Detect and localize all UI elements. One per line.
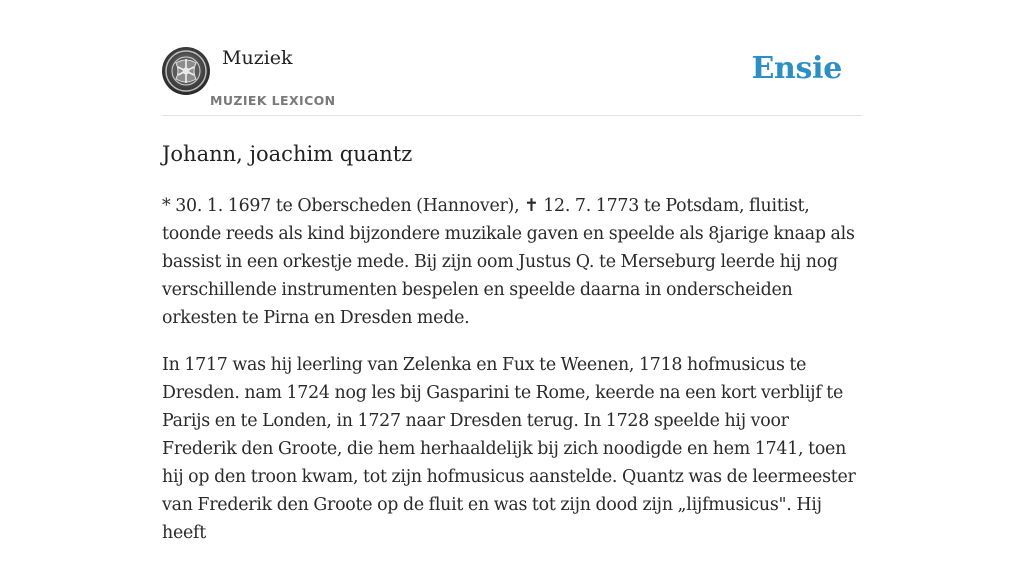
collection-title[interactable]: Muziek [222, 47, 293, 69]
brand-logo[interactable]: Ensie [751, 51, 842, 86]
header [162, 0, 862, 116]
music-emblem-icon [162, 47, 210, 95]
article-paragraph: * 30. 1. 1697 te Oberscheden (Hannover), ✝ 12. 7. 1773 te Potsdam, fluitist, toonde reeds als kind bijzondere muzikale gaven en speelde als 8jarige knaap als bassist in een orkestje mede. Bij zijn oom Justus Q. te Merseburg leerde hij nog verschillende instrumenten bespelen en speelde daarna in onderscheiden orkesten te Pirna en Dresden mede. [162, 196, 855, 328]
article-title: Johann, joachim quantz [162, 142, 413, 166]
page [162, 0, 862, 543]
collection-avatar[interactable] [162, 47, 210, 95]
article-body [162, 192, 862, 566]
article-paragraph: In 1717 was hij leerling van Zelenka en Fux te Weenen, 1718 hofmusicus te Dresden. nam 1724 nog les bij Gasparini te Rome, keerde na een kort verblijf te Parijs en te Londen, in 1727 naar Dresden terug. In 1728 speelde hij voor Frederik den Groote, die hem herhaaldelijk bij zich noodigde en hem 1741, toen hij op den troon kwam, tot zijn hofmusicus aanstelde. Quantz was de leermeester van Frederik den Groote op de fluit en was tot zijn dood zijn „lijfmusicus". Hij heeft [162, 355, 856, 543]
collection-subtitle[interactable]: MUZIEK LEXICON [210, 93, 336, 108]
